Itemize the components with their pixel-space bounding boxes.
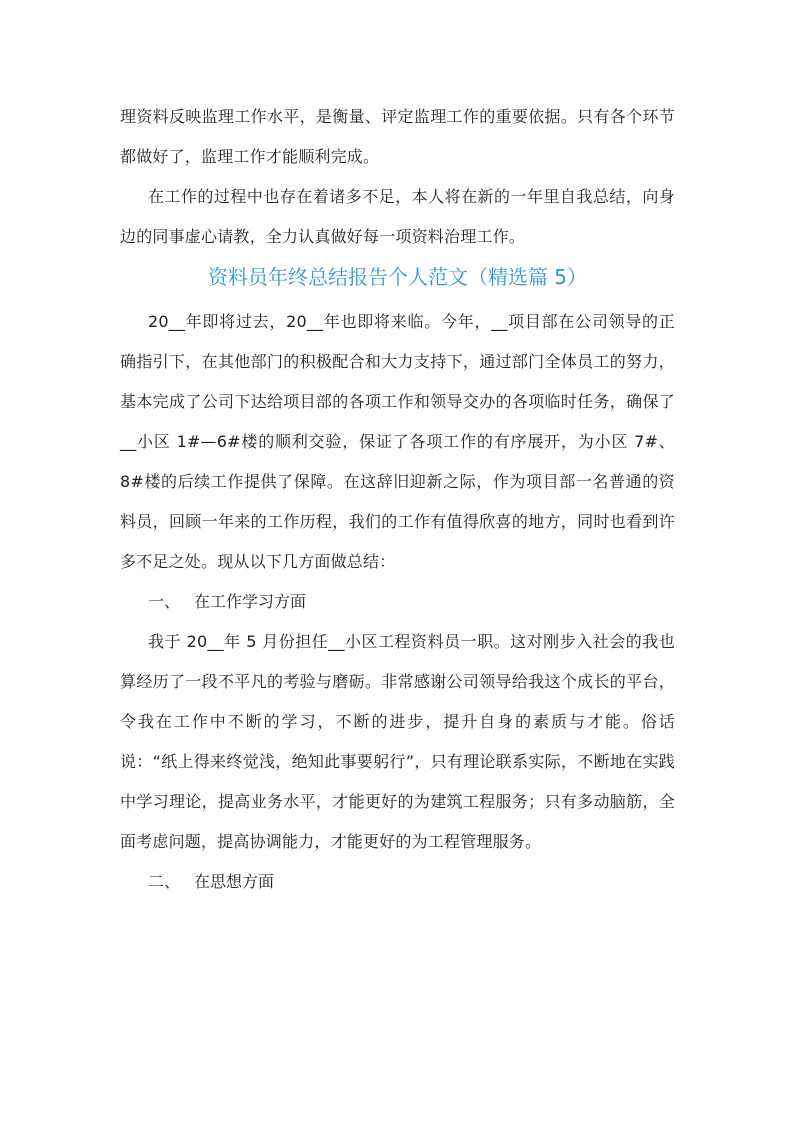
subheading-title: 在工作学习方面	[194, 592, 307, 611]
subheading-number: 一、	[148, 592, 181, 611]
subheading-thought	[120, 862, 675, 902]
section-heading: 资料员年终总结报告个人范文（精选篇 5）	[207, 265, 588, 289]
paragraph-shortcomings: 在工作的过程中也存在着诸多不足，本人将在新的一年里自我总结，向身边的同事虚心请教，全力认真做好每一项资料治理工作。	[120, 187, 675, 246]
subheading-work-study	[120, 582, 675, 622]
paragraph-work-study: 我于 20__年 5 月份担任__小区工程资料员一职。这对刚步入社会的我也算经历了一段不平凡的考验与磨砺。非常感谢公司领导给我这个成长的平台，令我在工作中不断的学习，不断的进步，提升自身的素质与才能。俗话说：“纸上得来终觉浅，绝知此事要躬行”，只有理论联系实际，不断地在实践中学习理论，提高业务水平，才能更好的为建筑工程服务；只有多动脑筋，全面考虑问题，提高协调能力，才能更好的为工程管理服务。	[120, 632, 675, 851]
document-body	[120, 97, 675, 902]
subheading-title: 在思想方面	[194, 872, 275, 891]
paragraph-intro: 20__年即将过去，20__年也即将来临。今年，__项目部在公司领导的正确指引下，在其他部门的积极配合和大力支持下，通过部门全体员工的努力，基本完成了公司下达给项目部的各项工作和领导交办的各项临时任务，确保了__小区 1#—6#楼的顺利交验，保证了各项工作的有序展开，为小区 7#、8#楼的后续工作提供了保障。在这辞旧迎新之际，作为项目部一名普通的资料员，回顾一年来的工作历程，我们的工作有值得欣喜的地方，同时也看到许多不足之处。现从以下几方面做总结：	[120, 312, 675, 571]
paragraph-continued: 理资料反映监理工作水平，是衡量、评定监理工作的重要依据。只有各个环节都做好了，监理工作才能顺利完成。	[120, 107, 675, 166]
subheading-number: 二、	[148, 872, 181, 891]
